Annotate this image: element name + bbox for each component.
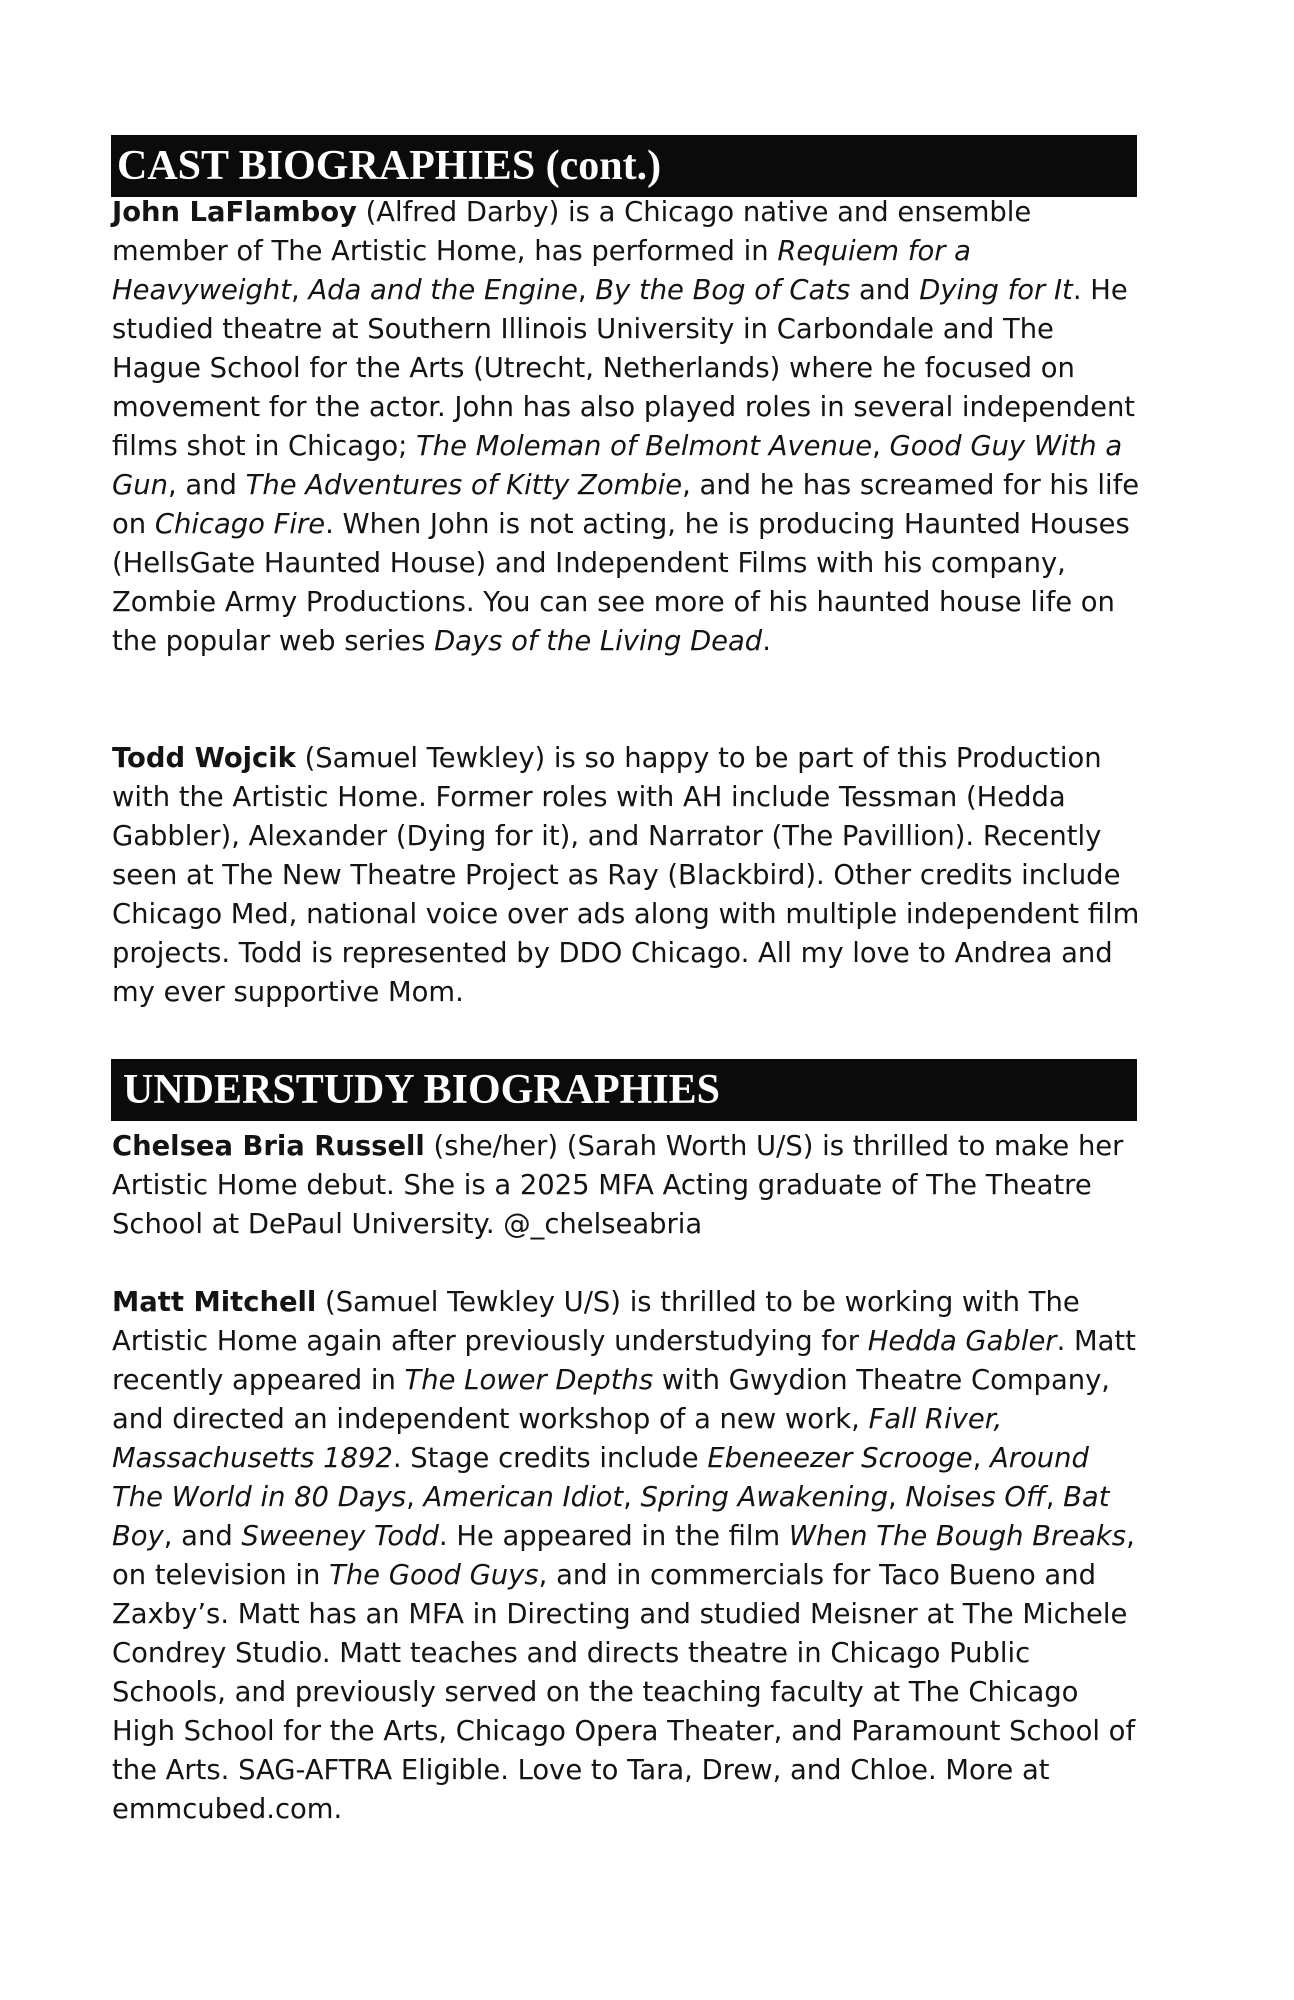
credit-title: Days of the Living Dead	[434, 626, 763, 657]
bio-todd-wojcik	[112, 739, 1142, 1012]
bio-name: Matt Mitchell	[112, 1287, 317, 1318]
credit-title: Around The World in 80 Days	[112, 1443, 1089, 1513]
credit-title: The Moleman of Belmont Avenue	[416, 431, 873, 462]
bio-text: , on television in	[112, 1521, 1135, 1591]
credit-title: Spring Awakening	[640, 1482, 888, 1513]
bio-text: ,	[577, 275, 596, 306]
bio-text: . When John is not acting, he is producing Haunted Houses (HellsGate Haunted House) and Independent Films with his company, Zombie Army Productions. You can see more of his haunted house life on the popular web series	[112, 509, 1130, 657]
credit-title: Requiem for a Heavyweight	[112, 236, 971, 306]
bio-name: John LaFlamboy	[112, 197, 357, 228]
bio-text: ,	[291, 275, 309, 306]
bio-text: .	[762, 626, 771, 657]
bio-matt-mitchell	[112, 1283, 1142, 1829]
credit-title: Noises Off	[905, 1482, 1046, 1513]
credit-title: Good Guy With a Gun	[112, 431, 1123, 501]
credit-title: By the Bog of Cats	[595, 275, 851, 306]
bio-text: . Stage credits include	[392, 1443, 708, 1474]
bio-text: ,	[972, 1443, 991, 1474]
bio-text: and	[850, 275, 920, 306]
cast-biographies-heading: CAST BIOGRAPHIES (cont.)	[111, 135, 1137, 197]
bio-name: Chelsea Bria Russell	[112, 1131, 425, 1162]
bio-text: , and he has screamed for his life on	[112, 470, 1140, 540]
credit-title: The Lower Depths	[404, 1365, 654, 1396]
bio-text: , and	[163, 1521, 242, 1552]
credit-title: Chicago Fire	[154, 509, 326, 540]
credit-title: The Adventures of Kitty Zombie	[245, 470, 683, 501]
bio-text: ,	[406, 1482, 424, 1513]
bio-text: . He appeared in the film	[438, 1521, 789, 1552]
credit-title: Ada and the Engine	[308, 275, 578, 306]
bio-chelsea-bria-russell	[112, 1127, 1142, 1244]
bio-text: ,	[888, 1482, 906, 1513]
credit-title: Bat Boy	[112, 1482, 1110, 1552]
bio-john-laflamboy	[112, 193, 1142, 661]
bio-name: Todd Wojcik	[112, 743, 296, 774]
bio-text: (she/her) (Sarah Worth U/S) is thrilled to make her Artistic Home debut. She is a 2025 MFA Acting graduate of The Theatre School at DePaul University. @_chelseabria	[112, 1131, 1124, 1240]
credit-title: Sweeney Todd	[241, 1521, 439, 1552]
bio-text: ,	[1045, 1482, 1064, 1513]
credit-title: Dying for It	[919, 275, 1073, 306]
credit-title: Ebeneezer Scrooge	[707, 1443, 973, 1474]
credit-title: Fall River, Massachusetts 1892	[112, 1404, 1003, 1474]
credit-title: American Idiot	[423, 1482, 624, 1513]
bio-text: , and in commercials for Taco Bueno and Zaxby’s. Matt has an MFA in Directing and studied Meisner at The Michele Condrey Studio. Matt teaches and directs theatre in Chicago Public Schools, and previously served on the teaching faculty at The Chicago High School for the Arts, Chicago Opera Theater, and Paramount School of the Arts. SAG-AFTRA Eligible. Love to Tara, Drew, and Chloe. More at emmcubed.com.	[112, 1560, 1136, 1825]
bio-text: ,	[623, 1482, 641, 1513]
bio-text: , and	[167, 470, 246, 501]
credit-title: When The Bough Breaks	[788, 1521, 1127, 1552]
bio-text: . He studied theatre at Southern Illinois University in Carbondale and The Hague School for the Arts (Utrecht, Netherlands) where he focused on movement for the actor. John has also played roles in several independent films shot in Chicago;	[112, 275, 1136, 462]
bio-text: with Gwydion Theatre Company, and directed an independent workshop of a new work,	[112, 1365, 1111, 1435]
bio-text: ,	[872, 431, 890, 462]
bio-text: (Alfred Darby) is a Chicago native and ensemble member of The Artistic Home, has performed in	[112, 197, 1032, 267]
bio-text: (Samuel Tewkley) is so happy to be part of this Production with the Artistic Home. Former roles with AH include Tessman (Hedda Gabbler), Alexander (Dying for it), and Narrator (The Pavillion). Recently seen at The New Theatre Project as Ray (Blackbird). Other credits include Chicago Med, national voice over ads along with multiple independent film projects. Todd is represented by DDO Chicago. All my love to Andrea and my ever supportive Mom.	[112, 743, 1140, 1008]
credit-title: Hedda Gabler	[867, 1326, 1057, 1357]
credit-title: The Good Guys	[329, 1560, 539, 1591]
bio-text: . Matt recently appeared in	[112, 1326, 1136, 1396]
understudy-biographies-heading: UNDERSTUDY BIOGRAPHIES	[111, 1059, 1137, 1121]
bio-text: (Samuel Tewkley U/S) is thrilled to be working with The Artistic Home again after previously understudying for	[112, 1287, 1080, 1357]
